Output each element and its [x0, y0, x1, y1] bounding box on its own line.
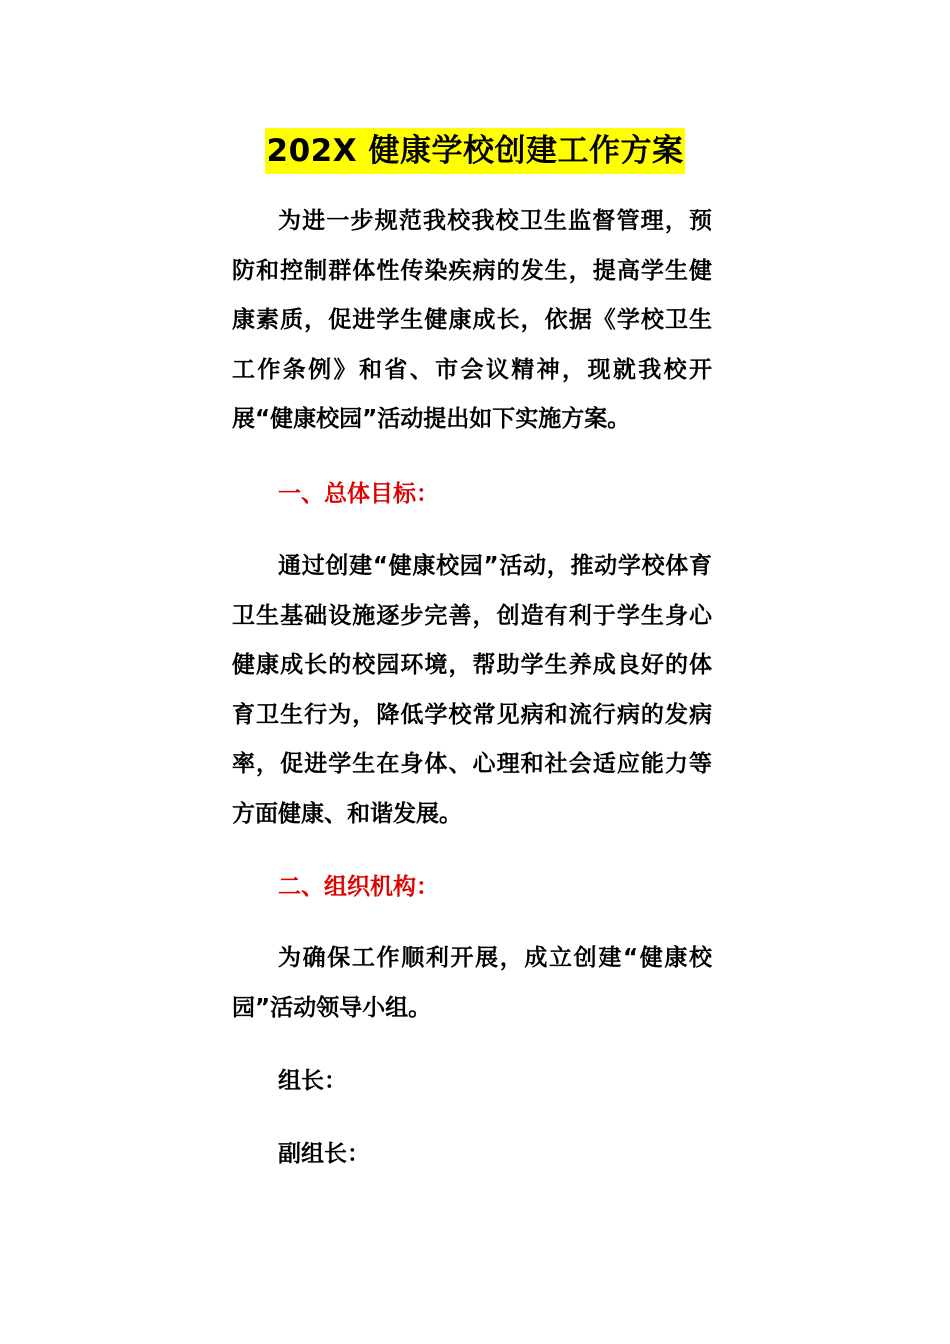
- organization-paragraph: 为确保工作顺利开展，成立创建“健康校园”活动领导小组。: [232, 945, 712, 1021]
- section-heading-organization: 二、组织机构：: [278, 874, 439, 900]
- intro-paragraph: 为进一步规范我校我校卫生监督管理，预防和控制群体性传染疾病的发生，提高学生健康素质，促进学生健康成长，依据《学校卫生工作条例》和省、市会议精神，现就我校开展“健康校园”活动提出如下实施方案。: [232, 208, 712, 432]
- deputy-leader-label: 副组长：: [278, 1141, 370, 1167]
- document-title: 202X 健康学校创建工作方案: [265, 128, 686, 174]
- title-wrap: [0, 128, 950, 174]
- goals-paragraph: 通过创建“健康校园”活动，推动学校体育卫生基础设施逐步完善，创造有利于学生身心健康成长的校园环境，帮助学生养成良好的体育卫生行为，降低学校常见病和流行病的发病率，促进学生在身体、心理和社会适应能力等方面健康、和谐发展。: [232, 553, 712, 827]
- leader-label: 组长：: [278, 1068, 347, 1094]
- section-heading-goals: 一、总体目标：: [278, 481, 439, 507]
